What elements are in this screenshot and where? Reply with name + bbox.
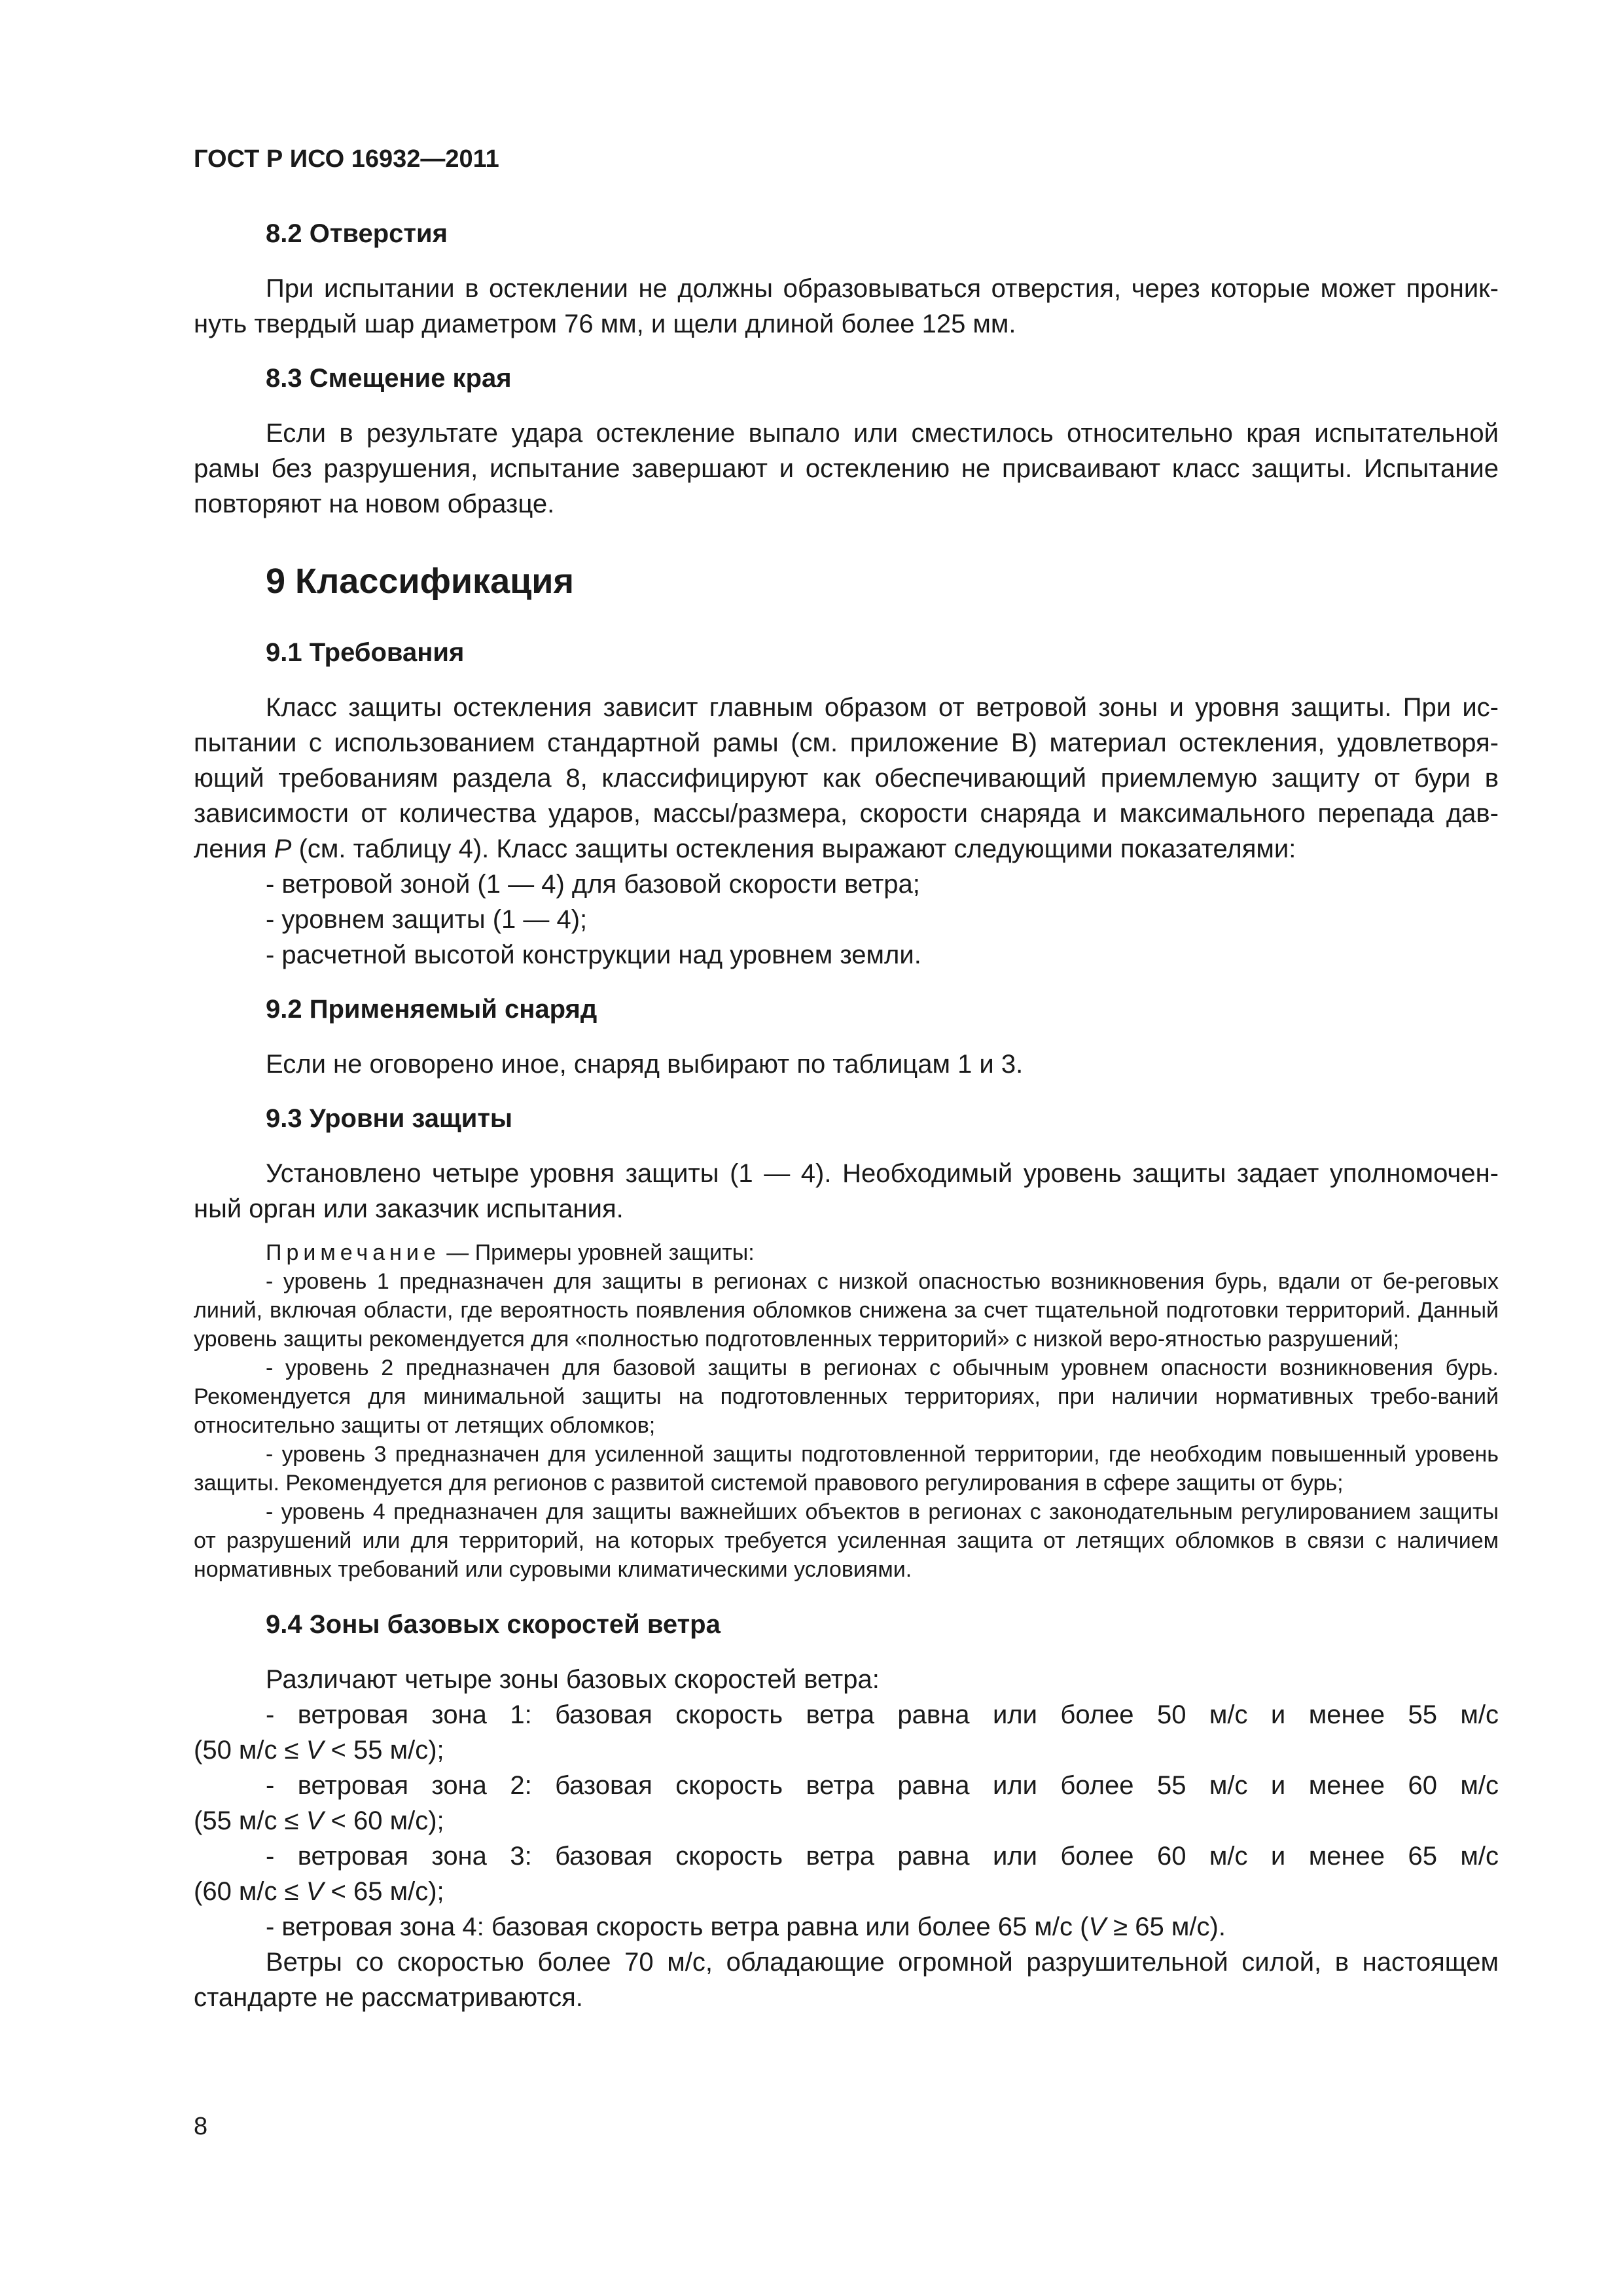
section-9-2-title: 9.2 Применяемый снаряд — [266, 995, 597, 1024]
section-8-2-text: При испытании в остеклении не должны образовываться отверстия, через которые может проник-нуть твердый шар диаметром 76 мм, и щели длиной более 125 мм. — [194, 274, 1499, 338]
wind-zone-3-line: - ветровая зона 3: базовая скорость ветра равна или более 60 м/с и менее 65 м/с — [266, 1842, 1499, 1871]
velocity-variable: V — [1088, 1912, 1107, 1941]
wind-zone-1-line: - ветровая зона 1: базовая скорость ветра равна или более 50 м/с и менее 55 м/с — [266, 1700, 1499, 1729]
wind-zone-2-line: - ветровая зона 2: базовая скорость ветра равна или более 55 м/с и менее 60 м/с — [266, 1771, 1499, 1800]
note-heading-text: — Примеры уровней защиты: — [440, 1240, 755, 1265]
wind-zone-4-line — [266, 1909, 1499, 1945]
note-item: - уровень 3 предназначен для усиленной защиты подготовленной территории, где необходим повышенный уровень защиты. Рекомендуется для регионов с развитой системой правового регулирования в сфере защиты от бурь; — [194, 1442, 1499, 1496]
section-8-3-title: 8.3 Смещение края — [266, 364, 512, 393]
velocity-variable: V — [306, 1877, 324, 1906]
zone4-post: ≥ 65 м/с). — [1106, 1912, 1226, 1941]
section-9-2-text: Если не оговорено иное, снаряд выбирают по таблицам 1 и 3. — [266, 1050, 1024, 1079]
section-9-3-text: Установлено четыре уровня защиты (1 — 4). Необходимый уровень защиты задает уполномочен-ный орган или заказчик испытания. — [194, 1159, 1499, 1223]
page-content — [194, 145, 1499, 2015]
section-8-2-title: 8.2 Отверстия — [266, 219, 448, 248]
pressure-variable: P — [274, 834, 292, 863]
velocity-variable: V — [306, 1806, 324, 1835]
condition-post: < 60 м/с); — [323, 1806, 444, 1835]
list-item: - уровнем защиты (1 — 4); — [266, 905, 588, 934]
section-9-1-title: 9.1 Требования — [266, 638, 465, 667]
page-number: 8 — [194, 2113, 208, 2140]
condition-pre: (60 м/с ≤ — [194, 1877, 306, 1906]
section-9-title: 9 Классификация — [266, 562, 574, 601]
velocity-variable: V — [306, 1736, 324, 1765]
list-item: - расчетной высотой конструкции над уровнем земли. — [266, 941, 921, 969]
section-9-4-title: 9.4 Зоны базовых скоростей ветра — [266, 1610, 721, 1639]
wind-zone-3-condition — [194, 1874, 1499, 1909]
condition-post: < 55 м/с); — [323, 1736, 444, 1765]
document-code: ГОСТ Р ИСО 16932—2011 — [194, 145, 499, 173]
section-9-3-title: 9.3 Уровни защиты — [266, 1104, 513, 1133]
section-9-1-text-a: Класс защиты остекления зависит главным образом от ветровой зоны и уровня защиты. При ис-пытании с использованием стандартной рамы (см. приложение В) материал остекления, удовлетворя-ющий требованиям раздела 8, классифицируют как обеспечивающий приемлемую защиту от бури в зависимости от количества ударов, массы/размера, скорости снаряда и максимального перепада дав-ления — [194, 693, 1499, 863]
section-9-1-text-b: (см. таблицу 4). Класс защиты остекления выражают следующими показателями: — [291, 834, 1296, 863]
wind-zone-2-condition — [194, 1803, 1499, 1839]
note-item: - уровень 4 предназначен для защиты важнейших объектов в регионах с законодательным регулированием защиты от разрушений или для территорий, на которых требуется усиленная защита от летящих обломков в связи с наличием нормативных требований или суровыми климатическими условиями. — [194, 1499, 1499, 1582]
condition-post: < 65 м/с); — [323, 1877, 444, 1906]
section-9-4-intro: Различают четыре зоны базовых скоростей ветра: — [266, 1665, 880, 1694]
note-item: - уровень 2 предназначен для базовой защиты в регионах с обычным уровнем опасности возникновения бурь. Рекомендуется для минимальной защиты на подготовленных территориях, при наличии нормативных требо-ваний относительно защиты от летящих обломков; — [194, 1355, 1499, 1438]
note-label: Примечание — [266, 1240, 440, 1265]
section-9-4-closing: Ветры со скоростью более 70 м/с, обладающие огромной разрушительной силой, в настоящем стандарте не рассматриваются. — [194, 1948, 1499, 2012]
wind-zone-1-condition — [194, 1732, 1499, 1768]
section-8-3-text: Если в результате удара остекление выпало или сместилось относительно края испытательной рамы без разрушения, испытание завершают и остеклению не присваивают класс защиты. Испытание повторяют на новом образце. — [194, 419, 1499, 518]
note-heading — [266, 1238, 1499, 1267]
note-item: - уровень 1 предназначен для защиты в регионах с низкой опасностью возникновения бурь, вдали от бе-реговых линий, включая области, где вероятность появления обломков снижена за счет тщательной подготовки территорий. Данный уровень защиты рекомендуется для «полностью подготовленных территорий» с низкой веро-ятностью разрушений; — [194, 1269, 1499, 1352]
section-9-1-text — [194, 690, 1499, 867]
note-block — [194, 1238, 1499, 1584]
condition-pre: (50 м/с ≤ — [194, 1736, 306, 1765]
zone4-pre: - ветровая зона 4: базовая скорость ветра равна или более 65 м/с ( — [266, 1912, 1089, 1941]
condition-pre: (55 м/с ≤ — [194, 1806, 306, 1835]
list-item: - ветровой зоной (1 — 4) для базовой скорости ветра; — [266, 870, 920, 899]
